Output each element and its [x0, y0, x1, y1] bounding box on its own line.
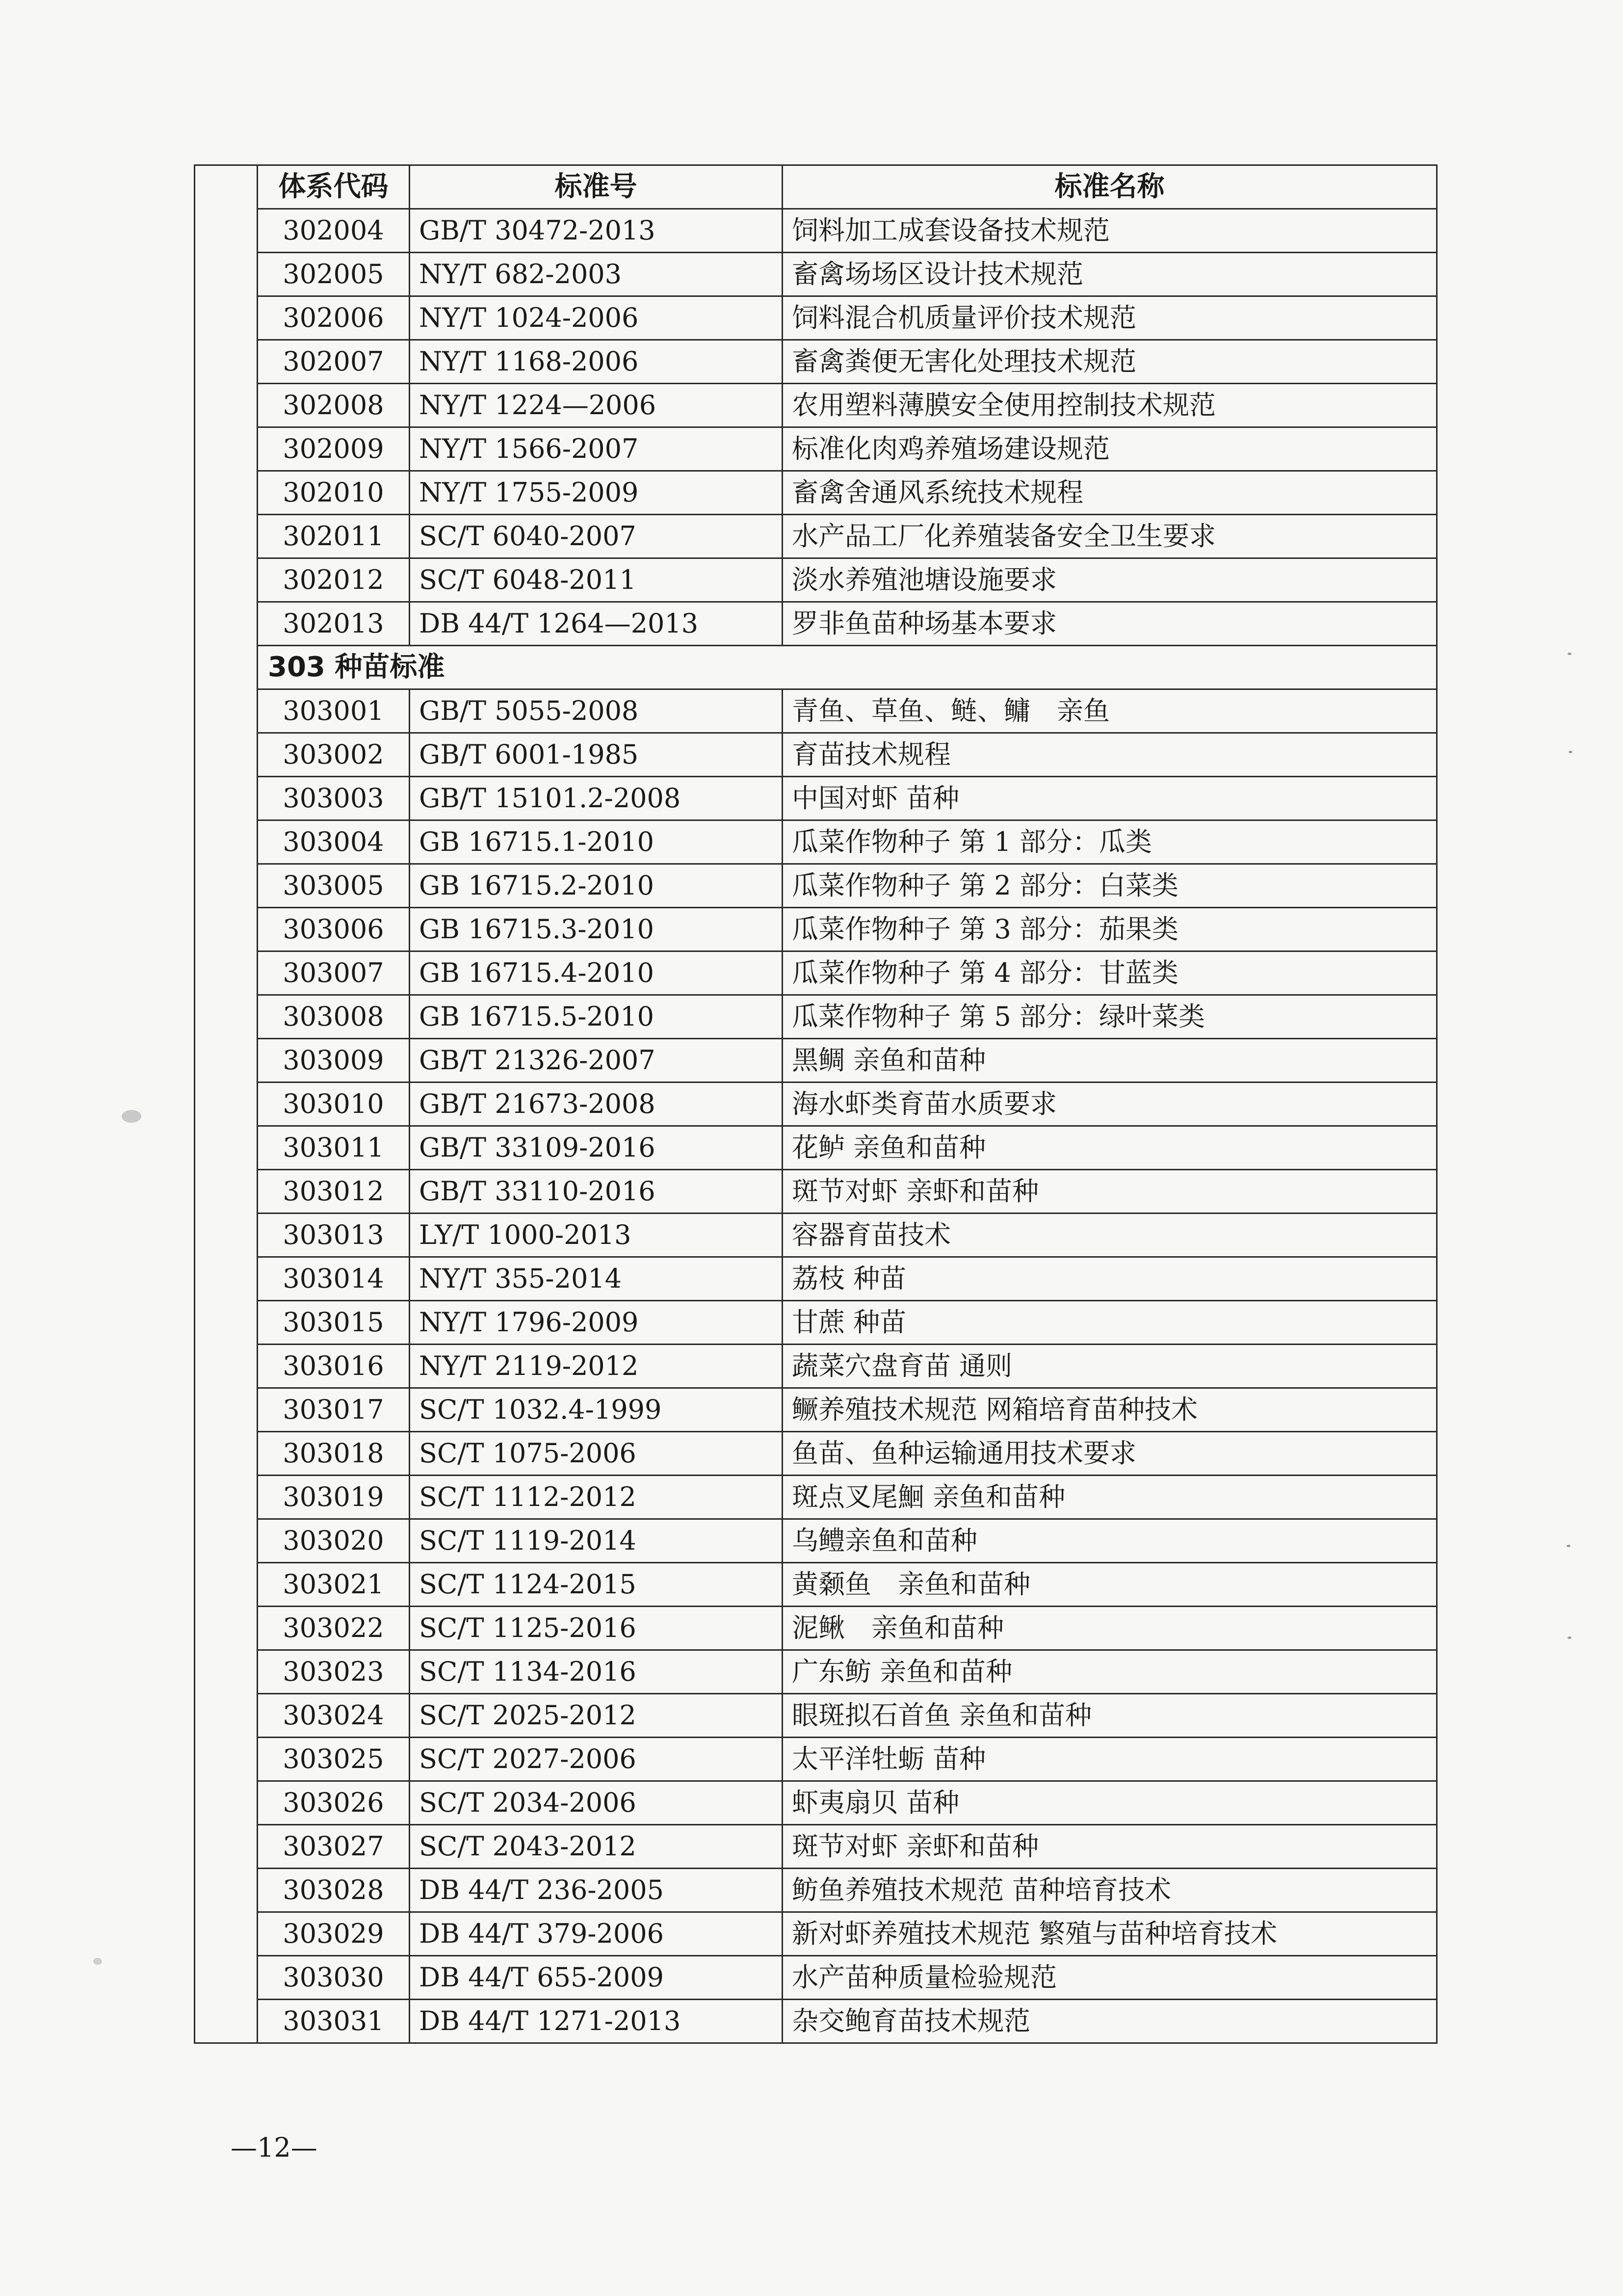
table-row: [195, 820, 1437, 864]
margin-column: [195, 1126, 258, 1170]
table-row: [195, 1956, 1437, 2000]
table-row: [195, 1082, 1437, 1126]
code-cell: 303013: [258, 1214, 410, 1257]
margin-column: [195, 340, 258, 384]
code-cell: 303008: [258, 995, 410, 1039]
standard-number-cell: SC/T 6040-2007: [410, 515, 783, 558]
margin-column: [195, 1388, 258, 1432]
standard-number-cell: GB/T 6001-1985: [410, 733, 783, 777]
standard-name-cell: 黑鲷 亲鱼和苗种: [783, 1039, 1437, 1082]
standard-number-cell: GB/T 21673-2008: [410, 1082, 783, 1126]
standard-number-cell: SC/T 6048-2011: [410, 558, 783, 602]
table-row: [195, 1476, 1437, 1519]
table-row: [195, 2000, 1437, 2043]
code-cell: 303021: [258, 1563, 410, 1607]
code-cell: 302012: [258, 558, 410, 602]
margin-column: [195, 995, 258, 1039]
code-cell: 303004: [258, 820, 410, 864]
margin-column: [195, 602, 258, 646]
header-standard-number: 标准号: [410, 165, 783, 209]
code-cell: 303023: [258, 1650, 410, 1694]
table-row: [195, 1257, 1437, 1301]
table-row: [195, 1432, 1437, 1476]
code-cell: 303020: [258, 1519, 410, 1563]
margin-column: [195, 1214, 258, 1257]
standard-name-cell: 太平洋牡蛎 苗种: [783, 1738, 1437, 1781]
margin-column: [195, 296, 258, 340]
standard-number-cell: GB 16715.2-2010: [410, 864, 783, 908]
margin-column: [195, 777, 258, 820]
margin-column: [195, 1039, 258, 1082]
standard-number-cell: SC/T 1112-2012: [410, 1476, 783, 1519]
margin-column: [195, 864, 258, 908]
table-row: [195, 384, 1437, 427]
standard-name-cell: 水产苗种质量检验规范: [783, 1956, 1437, 2000]
standard-number-cell: SC/T 1032.4-1999: [410, 1388, 783, 1432]
table-row: [195, 777, 1437, 820]
code-cell: 303005: [258, 864, 410, 908]
standard-name-cell: 泥鳅 亲鱼和苗种: [783, 1607, 1437, 1650]
table-row: [195, 1126, 1437, 1170]
table-row: [195, 995, 1437, 1039]
code-cell: 302005: [258, 253, 410, 296]
margin-column: [195, 2000, 258, 2043]
code-cell: 303024: [258, 1694, 410, 1738]
margin-column: [195, 1476, 258, 1519]
code-cell: 303025: [258, 1738, 410, 1781]
standard-name-cell: 瓜菜作物种子 第 3 部分：茄果类: [783, 908, 1437, 951]
standard-number-cell: SC/T 1125-2016: [410, 1607, 783, 1650]
standard-number-cell: GB/T 30472-2013: [410, 209, 783, 253]
standard-name-cell: 荔枝 种苗: [783, 1257, 1437, 1301]
margin-column: [195, 646, 258, 689]
page-number: —12—: [231, 2132, 317, 2163]
standard-name-cell: 海水虾类育苗水质要求: [783, 1082, 1437, 1126]
table-row: [195, 253, 1437, 296]
table-row: [195, 1039, 1437, 1082]
code-cell: 302008: [258, 384, 410, 427]
code-cell: 302009: [258, 427, 410, 471]
standard-name-cell: 饲料混合机质量评价技术规范: [783, 296, 1437, 340]
margin-column: [195, 1170, 258, 1214]
table-row: [195, 689, 1437, 733]
margin-column: [195, 1082, 258, 1126]
margin-column: [195, 1956, 258, 2000]
table-row: [195, 1345, 1437, 1388]
standard-number-cell: NY/T 1224—2006: [410, 384, 783, 427]
margin-column: [195, 689, 258, 733]
scan-speck: [1568, 1636, 1571, 1639]
margin-column: [195, 384, 258, 427]
code-cell: 303014: [258, 1257, 410, 1301]
code-cell: 303022: [258, 1607, 410, 1650]
margin-column: [195, 733, 258, 777]
table-row: [195, 951, 1437, 995]
standard-number-cell: GB/T 15101.2-2008: [410, 777, 783, 820]
standard-number-cell: SC/T 1075-2006: [410, 1432, 783, 1476]
code-cell: 302004: [258, 209, 410, 253]
table-row: [195, 1825, 1437, 1869]
standards-table-body: [195, 165, 1437, 2043]
code-cell: 303015: [258, 1301, 410, 1345]
standard-number-cell: NY/T 1796-2009: [410, 1301, 783, 1345]
margin-column: [195, 1563, 258, 1607]
table-header-row: [195, 165, 1437, 209]
margin-column: [195, 1650, 258, 1694]
table-row: [195, 1912, 1437, 1956]
standard-number-cell: SC/T 2027-2006: [410, 1738, 783, 1781]
table-row: [195, 515, 1437, 558]
standard-number-cell: NY/T 1168-2006: [410, 340, 783, 384]
margin-column: [195, 1607, 258, 1650]
table-row: [195, 427, 1437, 471]
margin-column: [195, 1432, 258, 1476]
standard-number-cell: SC/T 1134-2016: [410, 1650, 783, 1694]
margin-column: [195, 209, 258, 253]
table-row: [195, 1563, 1437, 1607]
table-row: [195, 471, 1437, 515]
code-cell: 303018: [258, 1432, 410, 1476]
standard-name-cell: 水产品工厂化养殖装备安全卫生要求: [783, 515, 1437, 558]
code-cell: 303031: [258, 2000, 410, 2043]
code-cell: 303007: [258, 951, 410, 995]
table-row: [195, 1301, 1437, 1345]
code-cell: 303012: [258, 1170, 410, 1214]
table-row: [195, 1214, 1437, 1257]
margin-column: [195, 1825, 258, 1869]
standard-name-cell: 斑点叉尾鮰 亲鱼和苗种: [783, 1476, 1437, 1519]
table-row: [195, 1738, 1437, 1781]
standard-number-cell: GB/T 33109-2016: [410, 1126, 783, 1170]
code-cell: 303019: [258, 1476, 410, 1519]
standard-number-cell: NY/T 1755-2009: [410, 471, 783, 515]
code-cell: 303028: [258, 1869, 410, 1912]
table-row: [195, 1170, 1437, 1214]
standard-number-cell: NY/T 1566-2007: [410, 427, 783, 471]
standard-number-cell: NY/T 1024-2006: [410, 296, 783, 340]
standard-name-cell: 饲料加工成套设备技术规范: [783, 209, 1437, 253]
code-cell: 302011: [258, 515, 410, 558]
code-cell: 302007: [258, 340, 410, 384]
standard-number-cell: NY/T 2119-2012: [410, 1345, 783, 1388]
margin-column: [195, 1869, 258, 1912]
standard-name-cell: 黄颡鱼 亲鱼和苗种: [783, 1563, 1437, 1607]
code-cell: 303017: [258, 1388, 410, 1432]
standard-name-cell: 瓜菜作物种子 第 2 部分：白菜类: [783, 864, 1437, 908]
table-row: [195, 1607, 1437, 1650]
scan-speck: [93, 1958, 102, 1965]
standard-name-cell: 罗非鱼苗种场基本要求: [783, 602, 1437, 646]
standard-number-cell: SC/T 1124-2015: [410, 1563, 783, 1607]
table-row: [195, 1388, 1437, 1432]
standard-number-cell: NY/T 355-2014: [410, 1257, 783, 1301]
code-cell: 303027: [258, 1825, 410, 1869]
margin-column: [195, 1345, 258, 1388]
standard-name-cell: 畜禽舍通风系统技术规程: [783, 471, 1437, 515]
standard-name-cell: 瓜菜作物种子 第 1 部分：瓜类: [783, 820, 1437, 864]
code-cell: 302013: [258, 602, 410, 646]
table-row: [195, 908, 1437, 951]
table-row: [195, 733, 1437, 777]
standard-name-cell: 斑节对虾 亲虾和苗种: [783, 1170, 1437, 1214]
standard-number-cell: GB 16715.4-2010: [410, 951, 783, 995]
standard-name-cell: 杂交鲍育苗技术规范: [783, 2000, 1437, 2043]
standard-name-cell: 瓜菜作物种子 第 5 部分：绿叶菜类: [783, 995, 1437, 1039]
code-cell: 303016: [258, 1345, 410, 1388]
standard-name-cell: 青鱼、草鱼、鲢、鳙 亲鱼: [783, 689, 1437, 733]
standard-name-cell: 蔬菜穴盘育苗 通则: [783, 1345, 1437, 1388]
table-row: [195, 602, 1437, 646]
standard-number-cell: NY/T 682-2003: [410, 253, 783, 296]
table-row: [195, 1869, 1437, 1912]
standard-number-cell: GB/T 21326-2007: [410, 1039, 783, 1082]
code-cell: 303009: [258, 1039, 410, 1082]
scan-speck: [1568, 653, 1571, 655]
margin-column: [195, 951, 258, 995]
code-cell: 303029: [258, 1912, 410, 1956]
standard-name-cell: 畜禽场场区设计技术规范: [783, 253, 1437, 296]
code-cell: 303030: [258, 1956, 410, 2000]
margin-column: [195, 558, 258, 602]
code-cell: 303010: [258, 1082, 410, 1126]
standard-name-cell: 鳜养殖技术规范 网箱培育苗种技术: [783, 1388, 1437, 1432]
table-row: [195, 864, 1437, 908]
table-row: [195, 1781, 1437, 1825]
scan-speck: [1569, 751, 1572, 753]
standard-name-cell: 虾夷扇贝 苗种: [783, 1781, 1437, 1825]
standard-name-cell: 畜禽粪便无害化处理技术规范: [783, 340, 1437, 384]
standard-name-cell: 淡水养殖池塘设施要求: [783, 558, 1437, 602]
code-cell: 303006: [258, 908, 410, 951]
standards-table: [194, 164, 1438, 2044]
standard-name-cell: 标准化肉鸡养殖场建设规范: [783, 427, 1437, 471]
standard-number-cell: GB 16715.5-2010: [410, 995, 783, 1039]
standard-name-cell: 鱼苗、鱼种运输通用技术要求: [783, 1432, 1437, 1476]
standard-name-cell: 乌鳢亲鱼和苗种: [783, 1519, 1437, 1563]
header-standard-name: 标准名称: [783, 165, 1437, 209]
standard-name-cell: 甘蔗 种苗: [783, 1301, 1437, 1345]
section-heading: 303 种苗标准: [258, 646, 1437, 689]
standard-number-cell: DB 44/T 1264—2013: [410, 602, 783, 646]
code-cell: 303011: [258, 1126, 410, 1170]
standard-number-cell: GB 16715.1-2010: [410, 820, 783, 864]
standard-number-cell: SC/T 1119-2014: [410, 1519, 783, 1563]
margin-column: [195, 1912, 258, 1956]
table-row: [195, 558, 1437, 602]
table-row: [195, 340, 1437, 384]
standard-number-cell: SC/T 2034-2006: [410, 1781, 783, 1825]
standard-number-cell: DB 44/T 1271-2013: [410, 2000, 783, 2043]
margin-column: [195, 515, 258, 558]
standard-name-cell: 广东鲂 亲鱼和苗种: [783, 1650, 1437, 1694]
scan-speck: [122, 1110, 141, 1123]
code-cell: 303001: [258, 689, 410, 733]
margin-column: [195, 908, 258, 951]
standard-number-cell: LY/T 1000-2013: [410, 1214, 783, 1257]
standard-name-cell: 农用塑料薄膜安全使用控制技术规范: [783, 384, 1437, 427]
code-cell: 302006: [258, 296, 410, 340]
code-cell: 303002: [258, 733, 410, 777]
standard-name-cell: 瓜菜作物种子 第 4 部分：甘蓝类: [783, 951, 1437, 995]
scan-speck: [1567, 1545, 1571, 1547]
margin-column: [195, 820, 258, 864]
standard-number-cell: DB 44/T 379-2006: [410, 1912, 783, 1956]
table-row: [195, 1519, 1437, 1563]
standard-name-cell: 眼斑拟石首鱼 亲鱼和苗种: [783, 1694, 1437, 1738]
section-row: [195, 646, 1437, 689]
standard-name-cell: 中国对虾 苗种: [783, 777, 1437, 820]
table-row: [195, 1650, 1437, 1694]
margin-column: [195, 1257, 258, 1301]
margin-column: [195, 165, 258, 209]
standard-name-cell: 斑节对虾 亲虾和苗种: [783, 1825, 1437, 1869]
standard-name-cell: 育苗技术规程: [783, 733, 1437, 777]
margin-column: [195, 1781, 258, 1825]
code-cell: 303026: [258, 1781, 410, 1825]
table-row: [195, 209, 1437, 253]
standard-number-cell: SC/T 2043-2012: [410, 1825, 783, 1869]
margin-column: [195, 471, 258, 515]
standard-name-cell: 鲂鱼养殖技术规范 苗种培育技术: [783, 1869, 1437, 1912]
margin-column: [195, 1301, 258, 1345]
standard-number-cell: SC/T 2025-2012: [410, 1694, 783, 1738]
standard-number-cell: GB/T 5055-2008: [410, 689, 783, 733]
code-cell: 302010: [258, 471, 410, 515]
table-row: [195, 296, 1437, 340]
margin-column: [195, 427, 258, 471]
standard-name-cell: 新对虾养殖技术规范 繁殖与苗种培育技术: [783, 1912, 1437, 1956]
margin-column: [195, 1519, 258, 1563]
standard-name-cell: 容器育苗技术: [783, 1214, 1437, 1257]
header-code: 体系代码: [258, 165, 410, 209]
table-row: [195, 1694, 1437, 1738]
margin-column: [195, 253, 258, 296]
standard-number-cell: GB 16715.3-2010: [410, 908, 783, 951]
margin-column: [195, 1738, 258, 1781]
margin-column: [195, 1694, 258, 1738]
standard-number-cell: DB 44/T 236-2005: [410, 1869, 783, 1912]
code-cell: 303003: [258, 777, 410, 820]
standard-name-cell: 花鲈 亲鱼和苗种: [783, 1126, 1437, 1170]
standard-number-cell: DB 44/T 655-2009: [410, 1956, 783, 2000]
standard-number-cell: GB/T 33110-2016: [410, 1170, 783, 1214]
